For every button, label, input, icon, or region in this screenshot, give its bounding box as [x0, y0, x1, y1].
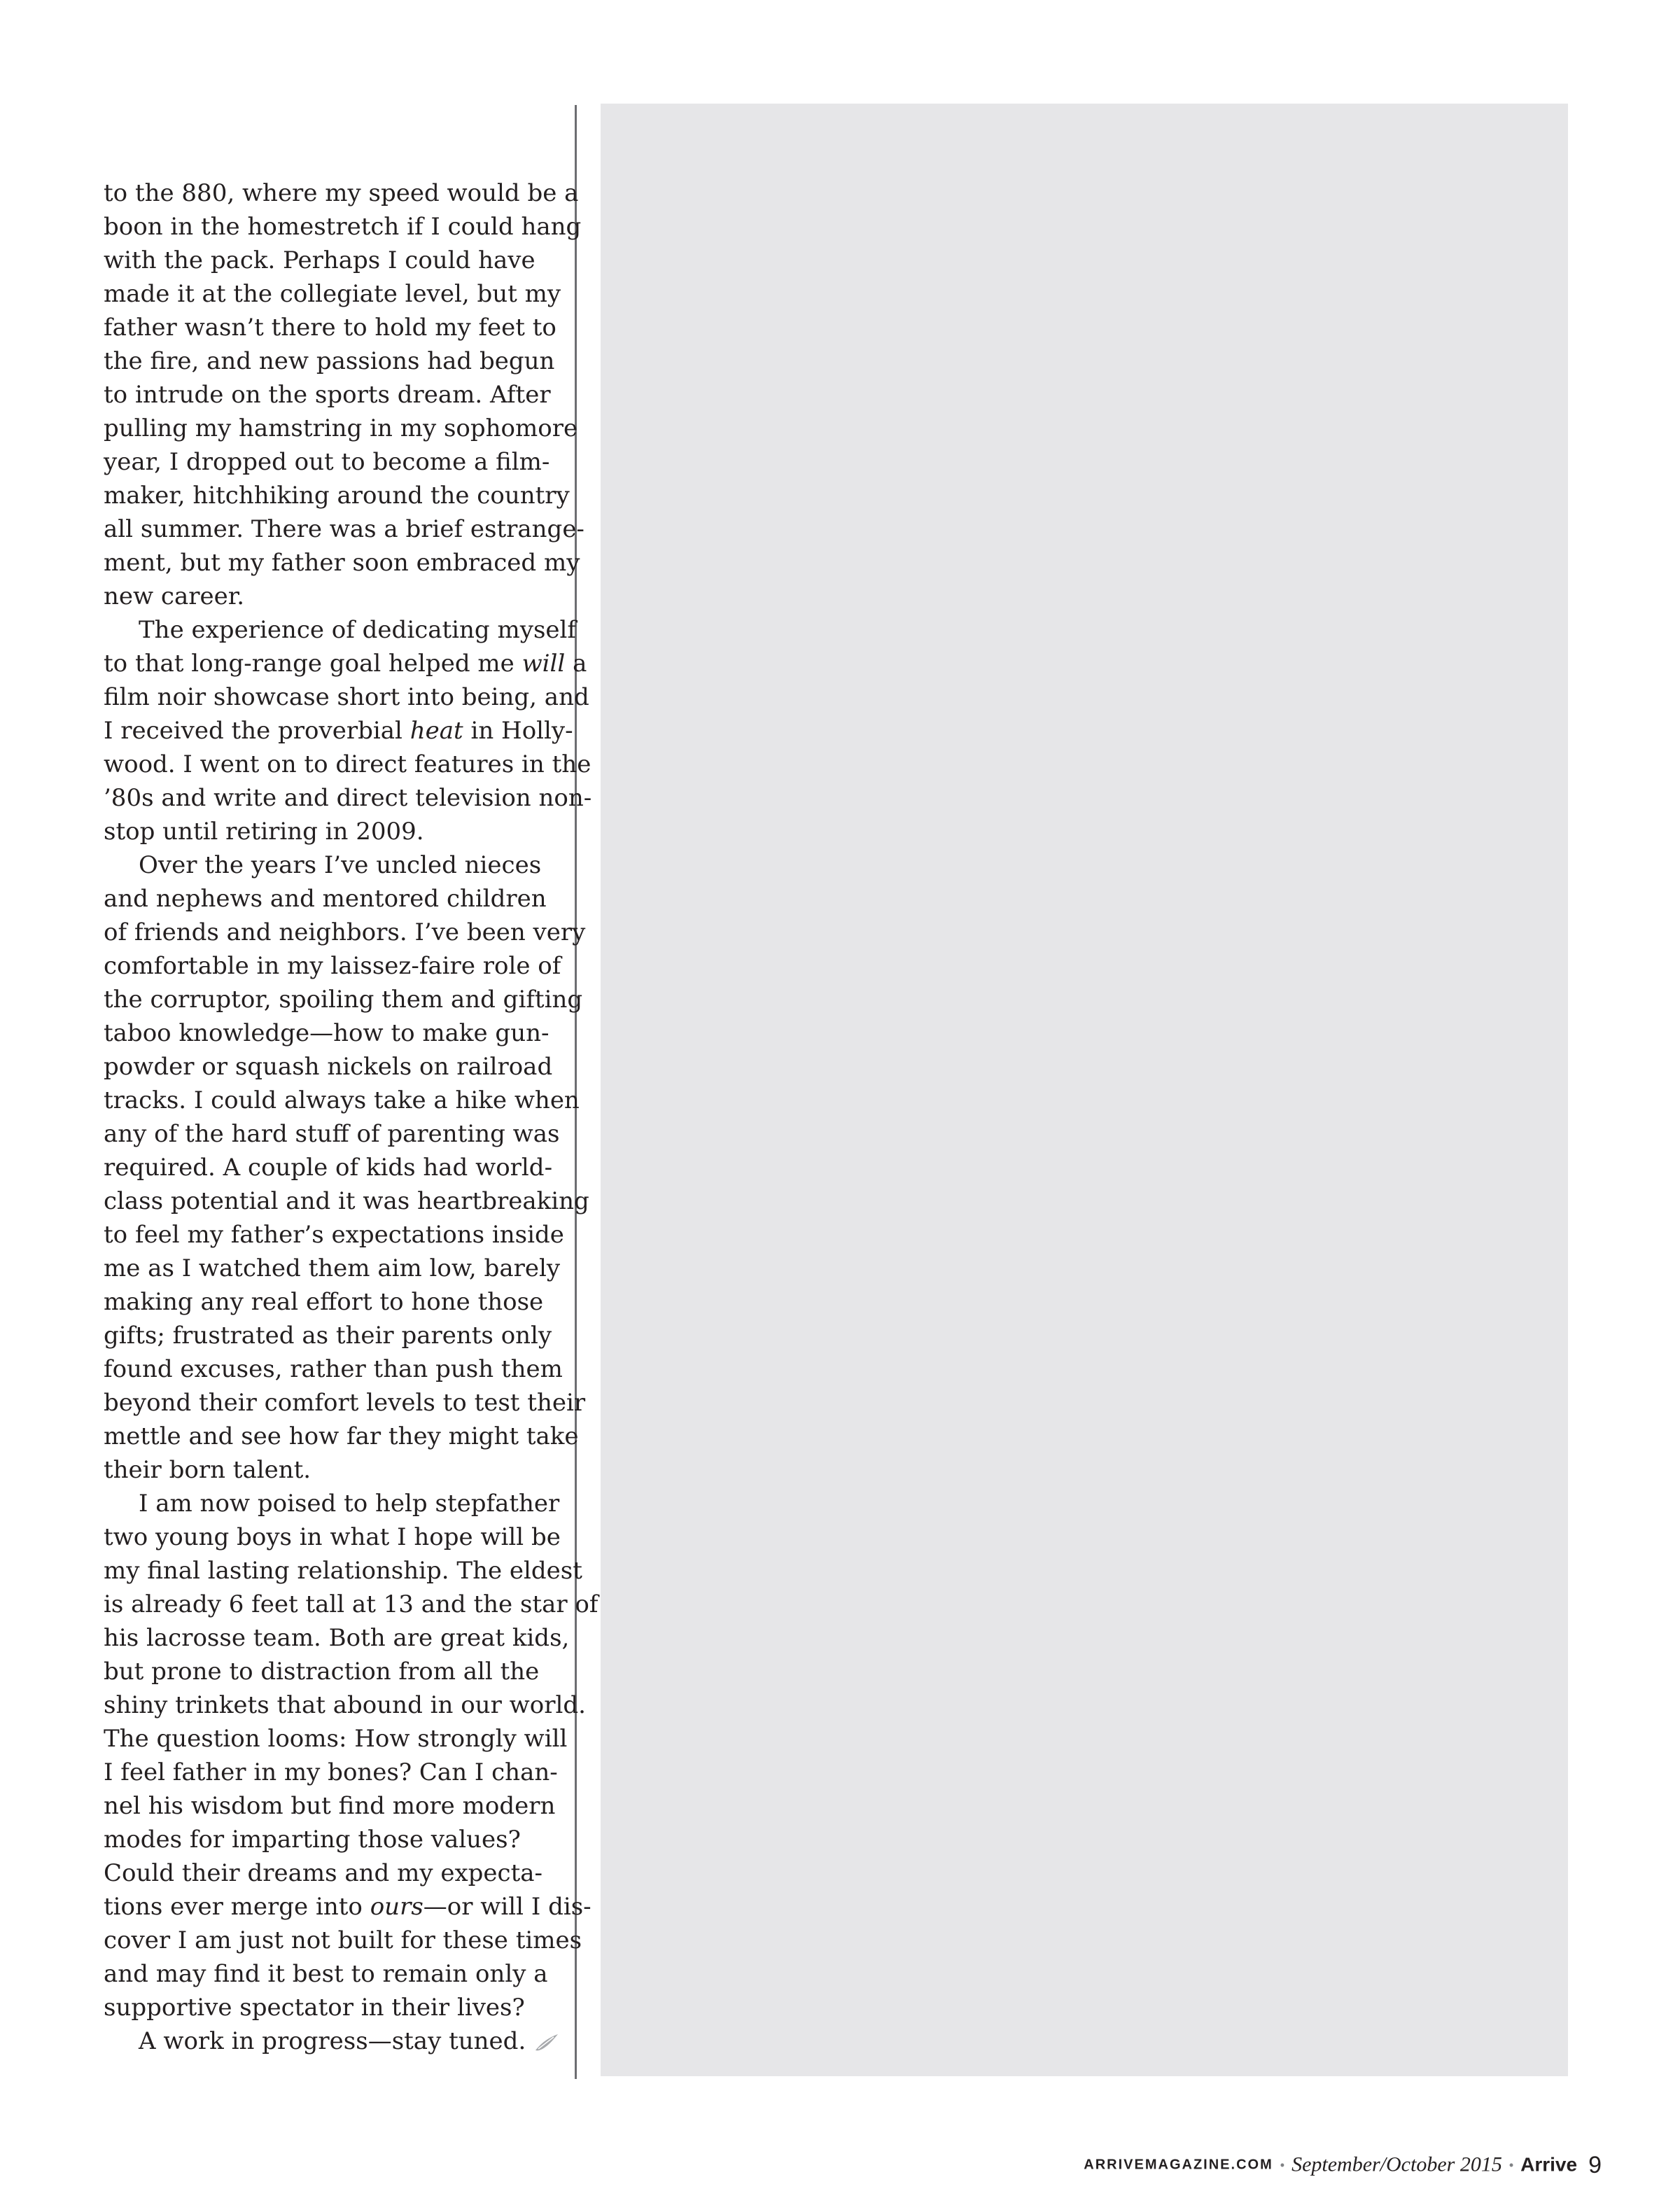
line-text: tracks. I could always take a hike when [104, 1086, 580, 1114]
line-text: —or will I dis- [423, 1893, 592, 1921]
article-line [104, 244, 552, 277]
line-text: any of the hard stuff of parenting was [104, 1120, 560, 1148]
line-text: maker, hitchhiking around the country [104, 482, 570, 510]
line-text: found excuses, rather than push them [104, 1355, 563, 1383]
article-line [104, 1655, 552, 1688]
article-line [104, 1991, 552, 2024]
line-text: required. A couple of kids had world- [104, 1154, 553, 1182]
line-text: year, I dropped out to become a film- [104, 448, 550, 476]
article-line [104, 412, 578, 445]
article-line [104, 1756, 558, 1789]
footer-website: ARRIVEMAGAZINE.COM [1084, 2157, 1273, 2173]
article-line [104, 1554, 582, 1588]
article-line [104, 344, 555, 378]
article-line [104, 1151, 552, 1184]
article-line [104, 1588, 598, 1621]
page-footer [1084, 2149, 1602, 2180]
line-text: I am now poised to help stepfather [139, 1490, 560, 1518]
emphasized-word: will [522, 650, 566, 678]
article-line [104, 882, 552, 916]
article-line [104, 983, 583, 1016]
article-line [104, 613, 576, 647]
article-line [104, 1621, 570, 1655]
article-line [104, 1218, 564, 1252]
line-text: their born talent. [104, 1456, 312, 1484]
line-text: beyond their comfort levels to test their [104, 1389, 586, 1417]
line-text: boon in the homestretch if I could hang [104, 213, 582, 241]
article-line [104, 1285, 552, 1319]
line-text: nel his wisdom but find more modern [104, 1792, 556, 1820]
article-line [104, 1823, 552, 1856]
line-text: supportive spectator in their lives? [104, 1994, 525, 2022]
line-text: two young boys in what I hope will be [104, 1523, 561, 1551]
article-line [104, 445, 552, 479]
emphasized-word: ours [370, 1893, 424, 1921]
article-line [104, 1319, 552, 1352]
line-text: A work in progress—stay tuned. [139, 2027, 526, 2055]
article-line [104, 748, 592, 781]
line-text: class potential and it was heartbreaking [104, 1187, 589, 1215]
line-text: The experience of dedicating myself [139, 616, 576, 644]
article-line [104, 916, 586, 949]
line-text: stop until retiring in 2009. [104, 818, 424, 846]
article-line [104, 815, 552, 848]
article-line [104, 1420, 579, 1453]
article-line [104, 580, 552, 613]
article-line [104, 1520, 561, 1554]
line-text: I received the proverbial [104, 717, 410, 745]
line-text: powder or squash nickels on railroad [104, 1053, 553, 1081]
line-text: gifts; frustrated as their parents only [104, 1322, 552, 1350]
line-text: cover I am just not built for these times [104, 1926, 582, 1954]
line-text: to intrude on the sports dream. After [104, 381, 551, 409]
article-line [104, 949, 561, 983]
line-text: my final lasting relationship. The eldest [104, 1557, 582, 1585]
article-line [104, 1386, 586, 1420]
article-line [104, 1184, 589, 1218]
line-text: taboo knowledge—how to make gun- [104, 1019, 550, 1047]
line-text: shiny trinkets that abound in our world. [104, 1691, 586, 1719]
article-line [104, 1890, 592, 1924]
line-text: his lacrosse team. Both are great kids, [104, 1624, 570, 1652]
article-line [104, 1487, 560, 1520]
feather-end-mark-icon [533, 2032, 561, 2053]
article-line [104, 1084, 580, 1117]
line-text: to that long-range goal helped me [104, 650, 522, 678]
article-line [104, 479, 570, 512]
line-text: with the pack. Perhaps I could have [104, 246, 536, 274]
line-text: making any real effort to hone those [104, 1288, 544, 1316]
line-text: to the 880, where my speed would be a [104, 179, 579, 207]
article-line [104, 176, 579, 210]
article-line [104, 1688, 586, 1722]
line-text: comfortable in my laissez-faire role of [104, 952, 561, 980]
footer-magazine-name: Arrive [1520, 2153, 1578, 2176]
line-text: Over the years I’ve uncled nieces [139, 851, 542, 879]
line-text: I feel father in my bones? Can I chan- [104, 1758, 558, 1786]
article-line [104, 680, 589, 714]
line-text: in Holly- [463, 717, 573, 745]
article-line [104, 1957, 552, 1991]
line-text: pulling my hamstring in my sophomore [104, 414, 578, 442]
article-line [104, 546, 580, 580]
photo-placeholder [601, 104, 1568, 2076]
article-line [104, 1789, 556, 1823]
line-text: tions ever merge into [104, 1893, 370, 1921]
article-line [104, 781, 592, 815]
line-text: of friends and neighbors. I’ve been very [104, 918, 586, 946]
line-text: all summer. There was a brief estrange- [104, 515, 584, 543]
article-line [104, 1050, 552, 1084]
line-text: The question looms: How strongly will [104, 1725, 568, 1753]
footer-separator: • [1280, 2157, 1285, 2172]
article-line [104, 1252, 561, 1285]
emphasized-word: heat [410, 717, 463, 745]
line-text: Could their dreams and my expecta- [104, 1859, 542, 1887]
line-text: but prone to distraction from all the [104, 1658, 540, 1686]
page-number: 9 [1588, 2151, 1602, 2178]
article-line [104, 1016, 552, 1050]
article-line [104, 277, 561, 311]
line-text: me as I watched them aim low, barely [104, 1254, 561, 1282]
article-line [104, 714, 573, 748]
article-line [104, 512, 584, 546]
footer-separator: • [1508, 2157, 1514, 2172]
line-text: is already 6 feet tall at 13 and the star of [104, 1590, 598, 1618]
line-text: new career. [104, 582, 245, 610]
article-body-column [104, 176, 598, 2058]
line-text: father wasn’t there to hold my feet to [104, 314, 556, 342]
article-line [104, 647, 587, 680]
line-text: the corruptor, spoiling them and gifting [104, 986, 583, 1014]
article-line [104, 311, 556, 344]
line-text: ’80s and write and direct television non- [104, 784, 592, 812]
line-text: and may find it best to remain only a [104, 1960, 548, 1988]
article-line [104, 1453, 552, 1487]
line-text: and nephews and mentored children [104, 885, 547, 913]
line-text: ment, but my father soon embraced my [104, 549, 580, 577]
line-text: film noir showcase short into being, and [104, 683, 589, 711]
article-line [104, 848, 552, 882]
line-text: wood. I went on to direct features in the [104, 750, 592, 778]
article-line [104, 2024, 552, 2058]
article-line [104, 1352, 563, 1386]
article-line [104, 1924, 582, 1957]
article-line [104, 1856, 552, 1890]
line-text: mettle and see how far they might take [104, 1422, 579, 1450]
footer-issue-date: September/October 2015 [1292, 2152, 1502, 2176]
line-text: modes for imparting those values? [104, 1826, 521, 1854]
article-line [104, 1117, 560, 1151]
article-line [104, 210, 582, 244]
article-line [104, 378, 552, 412]
line-text: to feel my father’s expectations inside [104, 1221, 564, 1249]
article-line [104, 1722, 568, 1756]
line-text: made it at the collegiate level, but my [104, 280, 561, 308]
line-text: a [565, 650, 587, 678]
line-text: the fire, and new passions had begun [104, 347, 555, 375]
